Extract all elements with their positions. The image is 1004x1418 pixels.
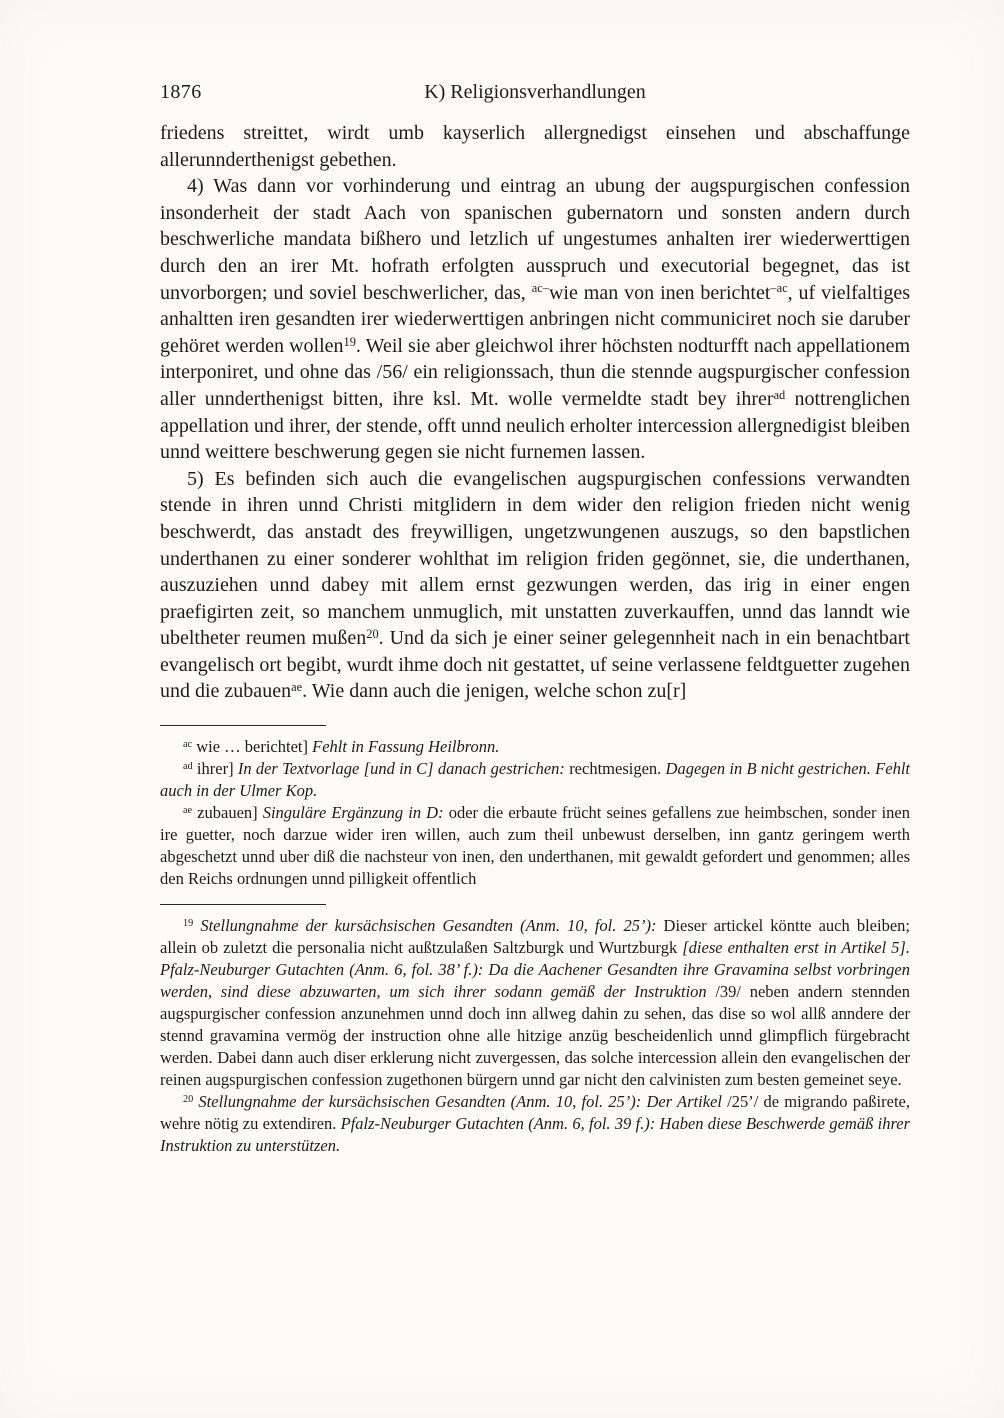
page-number: 1876 [160,81,202,103]
footnote-divider-rule [160,904,326,905]
body-paragraph-article-4: 4) Was dann vor vorhinderung und eintrag an ubung der augspurgischen confession insonderheit der stadt Aach von spanischen gubernatorn und sonsten andern durch beschwerliche mandata bißhero und letzlich uf ungestumes anhalten irer wiederwerttigen durch den an irer Mt. hofrath erfolgten ausspruch und executorial begegnet, das ist unvorborgen; und soviel beschwerlicher, das, $^{ac-}$wie man von inen berichtet$^{-ac}$, uf vielfaltiges anhaltten iren gesandten irer wiederwerttigen anbringen nicht communiciret noch sie daruber gehöret werden wollen$^{19}$. Weil sie aber gleichwol ihrer höchsten nodturfft nach appellationem interponiret, und ohne das /56/ ein religionssach, thun die stennde augspurgischer confession aller unnderthenigst bitten, ihre ksl. Mt. wolle vermeldte stadt bey ihrer$^{ad}$ nottrenglichen appellation und ihrer, der stende, offt unnd neulich erholter intercession allergnedigist bleiben unnd weittere beschwerung gegen sie nicht furnemen lassen. [160,175,911,464]
footnote-20: $^{20}$ Stellungnahme der kursächsischen Gesandten (Anm. 10, fol. 25’): Der Artikel /25’/ de migrando paßirete, wehre nötig zu extendiren. Pfalz-Neuburger Gutachten (Anm. 6, fol. 39 f.): Haben diese Beschwerde gemäß ihrer Instruktion zu unterstützen. [160,1092,910,1156]
body-paragraph-continuation: friedens streittet, wirdt umb kayserlich allergnedigst einsehen und abschaffunge allerunnderthenigst gebethen. [160,122,910,171]
page-header [160,80,910,104]
apparatus-note-ac: $^{ac}$ wie … berichtet] Fehlt in Fassung Heilbronn. [183,737,500,757]
body-paragraph-article-5: 5) Es befinden sich auch die evangelischen augspurgischen confessions verwandten stende in ihren unnd Christi mitglidern in dem wider den religion frieden nicht wenig beschwerdt, das anstadt des freywilligen, ungetzwungenen auszugs, so den bapstlichen underthanen zu einer sonderer wohlthat im religion friden gegönnet, sie, die underthanen, auszuziehen unnd dabey mit allem ernst gezwungen werden, das irig in einer engen praefigirten zeit, so manchem unmuglich, mit unstatten zuverkauffen, unnd das lanndt wie ubeltheter reumen mußen$^{20}$. Und da sich je einer seiner gelegennheit nach in ein benachtbart evangelisch ort begibt, wurdt ihme doch nit gestattet, uf seine verlassene feldtguetter zugehen und die zubauen$^{ae}$. Wie dann auch die jenigen, welche schon zu[r] [160,467,910,703]
apparatus-note-ae: $^{ae}$ zubauen] Singuläre Ergänzung in D: oder die erbaute frücht seines gefallens zue heimbschen, sonder inen ire guetter, noch darzue wider iren willen, auch zum theil unbewust derselben, inn gantz geringem werth abgeschetzt unnd uber diß die nachsteur von inen, den underthanen, mit gewaldt gefordert und genommen; alles den Reichs ordnungen unnd pilligkeit offentlich [160,803,911,889]
footnotes-section [160,915,910,1157]
running-head-title: K) Religionsverhandlungen [424,81,646,103]
main-text-block [160,120,910,1157]
critical-apparatus-section [160,736,910,890]
footnote-19: $^{19}$ Stellungnahme der kursächsischen Gesandten (Anm. 10, fol. 25’): Dieser artickel köntte auch bleiben; allein ob zuletzt die personalia nicht außtzulaßen Saltzburgk und Wurtzburgk [diese enthalten erst in Artikel 5]. Pfalz-Neuburger Gutachten (Anm. 6, fol. 38’ f.): Da die Aachener Gesandten ihre Gravamina selbst vorbringen werden, sind diese abzuwarten, um sich ihrer sodann gemäß der Instruktion /39/ neben andern stennden augspurgischer confession anzunehmen unnd doch inn allweg dahin zu sehen, das dise so wol allß anndere der stennd gravamina vermög der instruction ohne alle hitzige anzüg bescheidenlich unnd glimpflich fürgebracht werden. Dabei dann auch diser erklerung nicht zuvergessen, das solche intercession allein den evangelischen der reinen augspurgischen confession zugethonen bürgern unnd gar nicht den calvinisten zum besten gemeinet seye. [160,916,911,1090]
apparatus-note-ad: $^{ad}$ ihrer] In der Textvorlage [und in C] danach gestrichen: rechtmesigen. Dagegen in B nicht gestrichen. Fehlt auch in der Ulmer Kop. [160,759,910,801]
apparatus-divider-rule [160,725,326,726]
